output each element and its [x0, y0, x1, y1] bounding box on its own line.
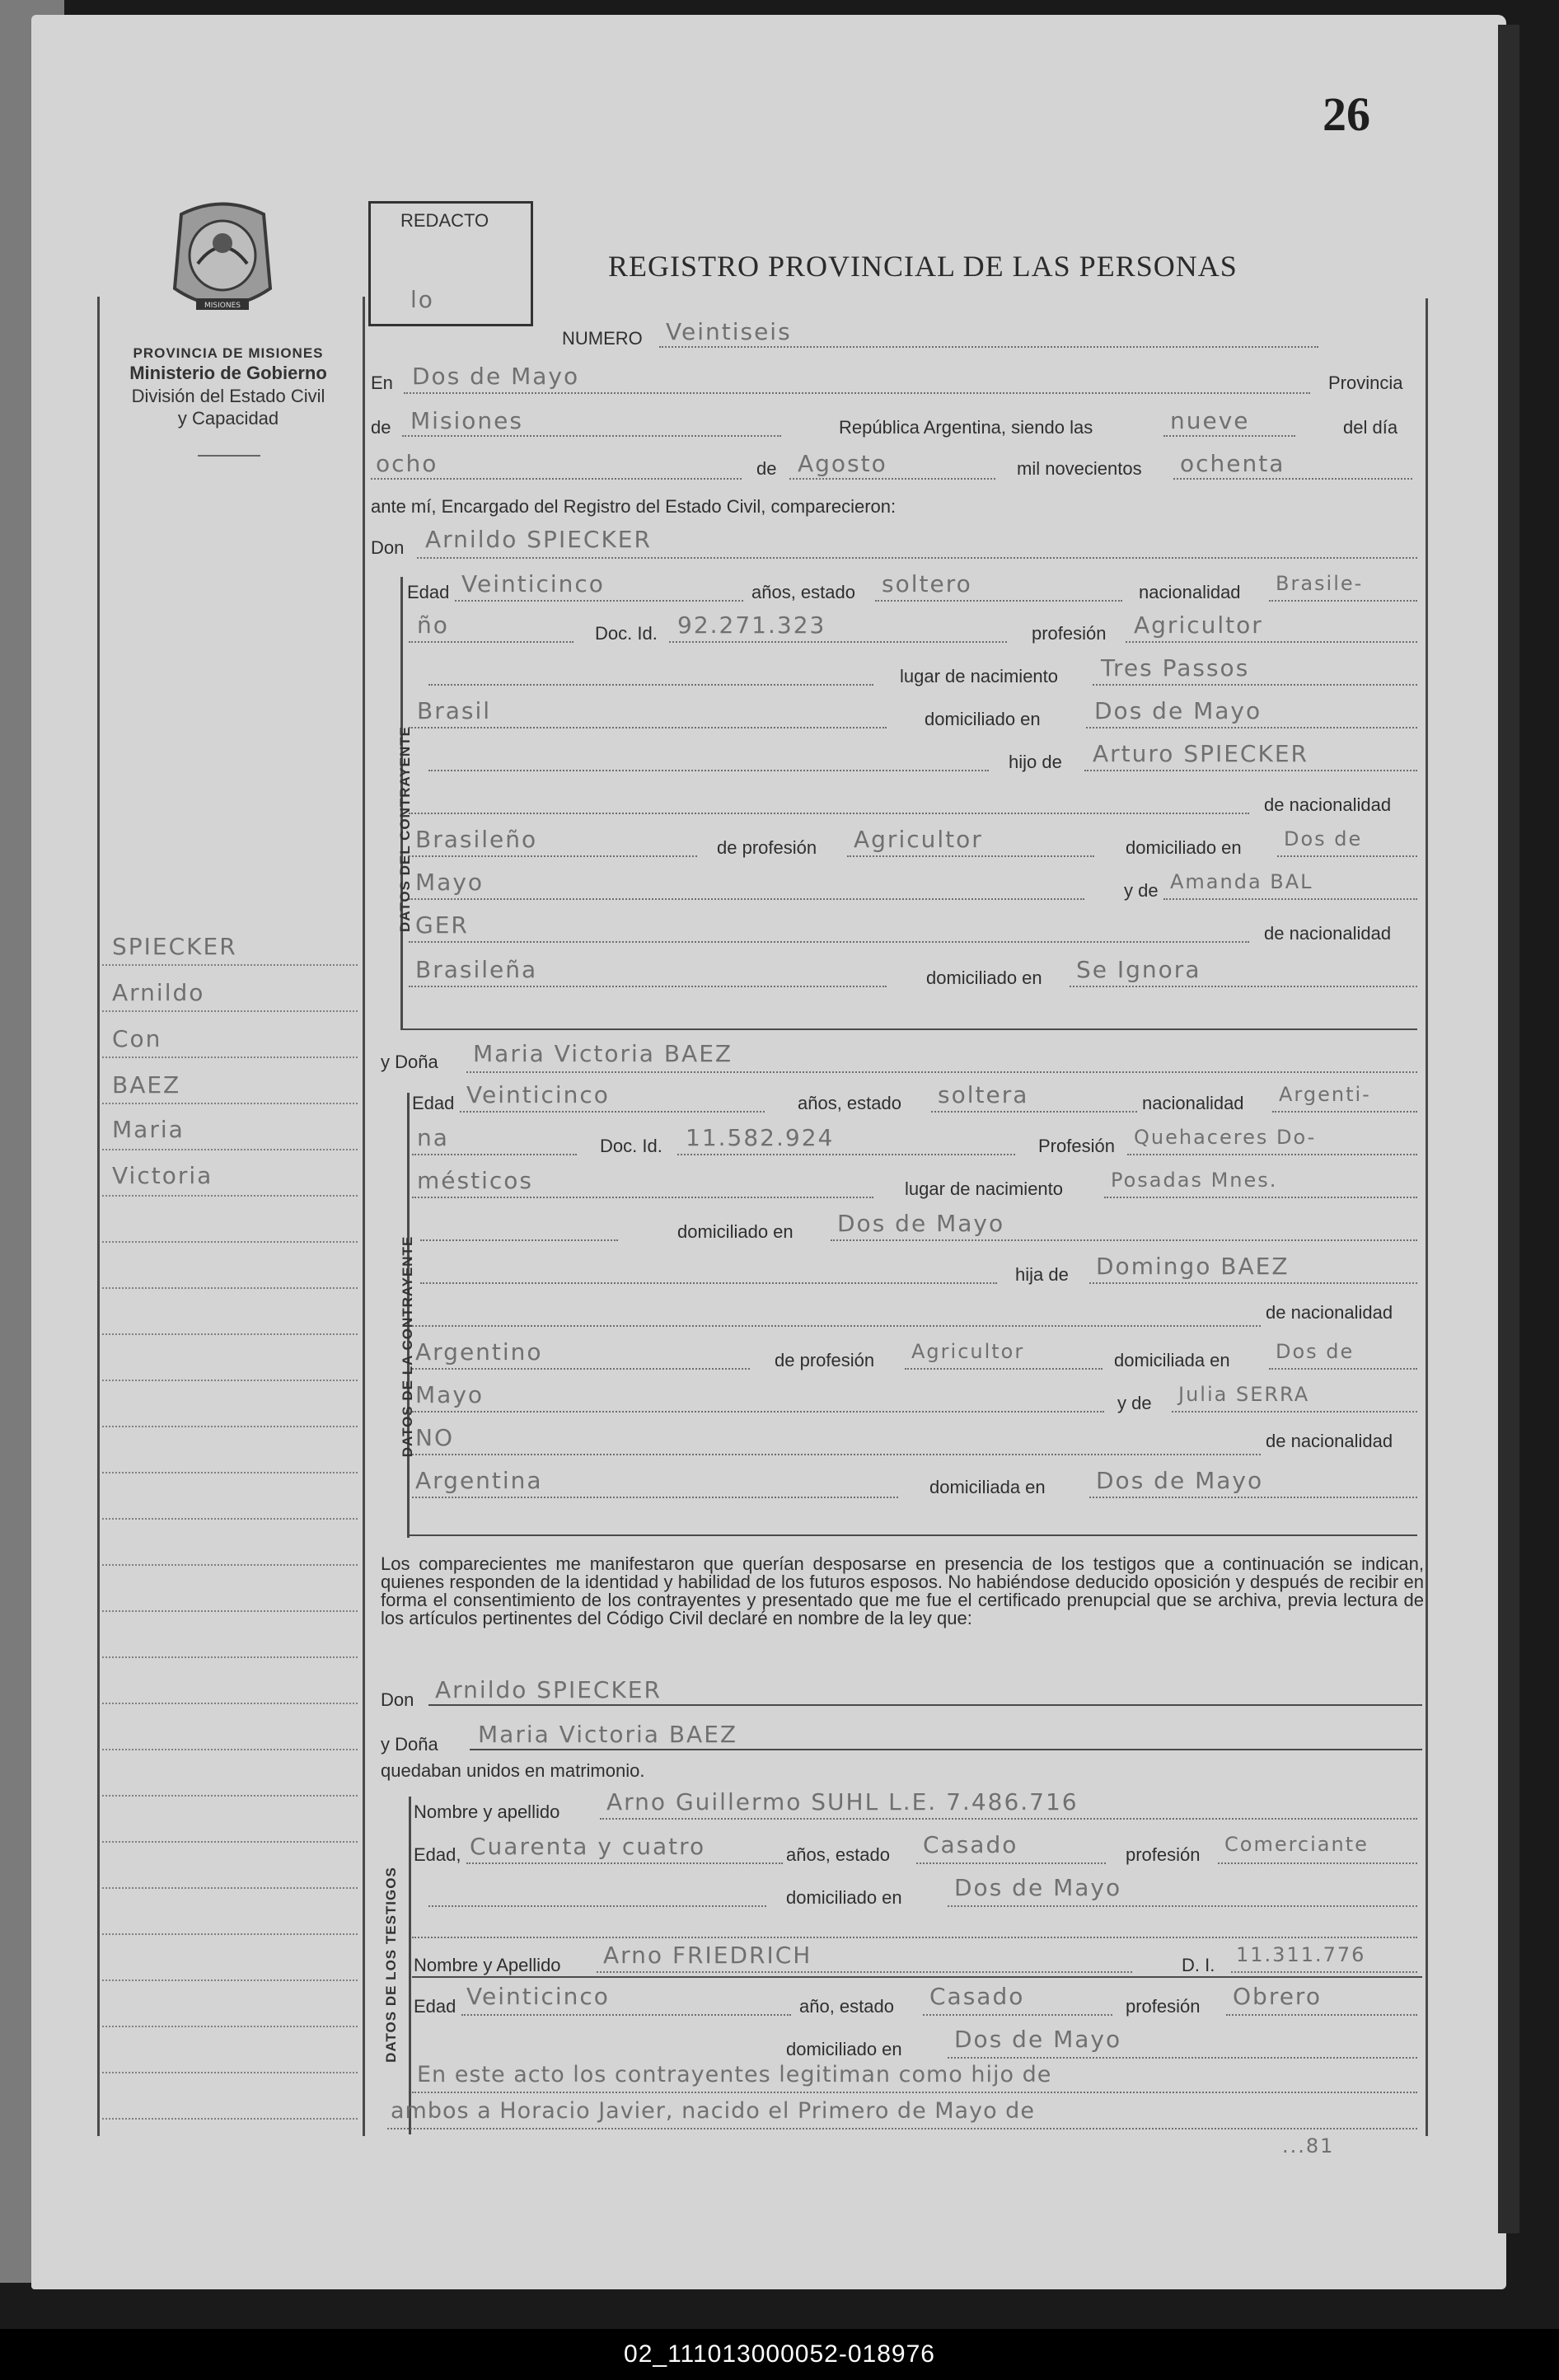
margin-frame-left: [97, 297, 100, 2136]
decl-don-name: Arnildo SPIECKER: [435, 1676, 662, 1703]
bride-estado-label: años, estado: [798, 1093, 901, 1113]
bride-edad-label: Edad: [412, 1093, 455, 1113]
w2-profesion-label: profesión: [1126, 1996, 1201, 2017]
w2-estado-line: [923, 2014, 1112, 2016]
margin-note-surname-2: BAEZ: [112, 1071, 181, 1099]
en-value: Dos de Mayo: [412, 363, 580, 390]
margin-line: [102, 1241, 358, 1243]
bride-madre-label: y de: [1117, 1393, 1152, 1413]
margin-line: [102, 1195, 358, 1197]
groom-nac-line-2: [409, 641, 574, 643]
margin-line: [102, 964, 358, 966]
w1-separator: [412, 1937, 1417, 1938]
w1-edad-line: [466, 1862, 783, 1864]
groom-padre-dom-2: Mayo: [415, 869, 485, 896]
bride-padre-nac-line: [412, 1368, 750, 1370]
bride-profesion-2-line: [412, 1197, 873, 1198]
numero-line: [659, 346, 1318, 348]
redacto-label: REDACTO: [400, 210, 489, 231]
bride-padre-blank: [412, 1325, 1261, 1327]
margin-line: [102, 1979, 358, 1981]
agency-capacity: y Capacidad: [177, 408, 279, 429]
bride-lugar-label: lugar de nacimiento: [905, 1178, 1064, 1199]
groom-nacionalidad-2: ño: [417, 611, 449, 639]
groom-lugar-label: lugar de nacimiento: [900, 666, 1059, 686]
w2-domicilio-label: domiciliado en: [786, 2039, 902, 2059]
bride-dona-label: y Doña: [381, 1052, 438, 1072]
margin-line: [102, 1564, 358, 1566]
margin-line: [102, 1287, 358, 1289]
groom-madre-2-line: [409, 941, 1249, 943]
w1-edad-label: Edad,: [414, 1844, 461, 1865]
groom-name-line: [417, 557, 1417, 559]
bride-padre-prof: Agricultor: [911, 1340, 1025, 1363]
w1-nombre-label: Nombre y apellido: [414, 1801, 560, 1822]
margin-line: [102, 1610, 358, 1612]
w1-estado-label: años, estado: [786, 1844, 890, 1865]
dia-line: [371, 478, 742, 480]
w1-profesion: Comerciante: [1224, 1833, 1369, 1856]
groom-padre-dom-line: [1277, 855, 1417, 857]
margin-line: [102, 1056, 358, 1058]
groom-side-label: DATOS DEL CONTRAYENTE: [397, 726, 413, 932]
note-line-1: [412, 2092, 1417, 2093]
decl-dona-label: y Doña: [381, 1734, 438, 1755]
w2-estado: Casado: [929, 1983, 1025, 2010]
margin-line: [102, 1795, 358, 1797]
groom-profesion: Agricultor: [1134, 611, 1263, 639]
bride-domicilio-label: domiciliado en: [677, 1221, 794, 1242]
w2-di-label: D. I.: [1182, 1955, 1215, 1975]
book-cover-edge: [1498, 25, 1519, 2233]
groom-madre-line: [1163, 898, 1417, 900]
ante-text: ante mí, Encargado del Registro del Estado Civil, comparecieron:: [371, 496, 897, 517]
redacto-value: lo: [410, 286, 434, 313]
w1-nombre: Arno Guillermo SUHL L.E. 7.486.716: [606, 1788, 1079, 1815]
margin-line: [102, 1103, 358, 1104]
groom-domicilio-line: [1086, 727, 1417, 729]
del-dia-label: del día: [1343, 417, 1398, 438]
bride-nacionalidad-2: na: [417, 1124, 449, 1151]
en-line: [404, 392, 1310, 394]
bride-hija-label: hija de: [1015, 1264, 1069, 1285]
w2-estado-label: año, estado: [799, 1996, 894, 2017]
bride-madre-dom-line: [1089, 1497, 1417, 1498]
w2-nombre-label: Nombre y Apellido: [414, 1955, 561, 1975]
bride-domicilio-line: [831, 1239, 1417, 1241]
margin-line: [102, 1656, 358, 1658]
groom-padre: Arturo SPIECKER: [1093, 740, 1309, 767]
bride-madre-dom: Dos de Mayo: [1096, 1467, 1264, 1494]
bride-estado-line: [931, 1111, 1137, 1113]
margin-line: [102, 1472, 358, 1473]
groom-madre-nac-line: [409, 986, 887, 987]
groom-hijo-blank: [428, 770, 989, 771]
legitimation-note-2: ambos a Horacio Javier, nacido el Primero de Mayo de: [391, 2098, 1035, 2124]
w2-di: 11.311.776: [1236, 1943, 1366, 1966]
w2-nombre-line: [597, 1971, 1132, 1973]
groom-don-label: Don: [371, 537, 405, 558]
bride-side-label: DATOS DE LA CONTRAYENTE: [400, 1235, 415, 1458]
margin-line: [102, 1933, 358, 1935]
bride-edad-line: [460, 1111, 765, 1113]
margin-note-con: Con: [112, 1025, 162, 1052]
bride-padre-nac-label: de nacionalidad: [1266, 1302, 1393, 1323]
margin-line: [102, 1010, 358, 1012]
bride-madre-nac-line: [412, 1497, 898, 1498]
groom-padre-nac-line: [409, 855, 697, 857]
margin-line: [102, 1149, 358, 1150]
bride-profesion-label: Profesión: [1038, 1136, 1115, 1156]
w1-edad: Cuarenta y cuatro: [470, 1833, 706, 1860]
bride-madre-nac-label: de nacionalidad: [1266, 1431, 1393, 1451]
groom-madre-label: y de: [1124, 880, 1159, 901]
hora-value: nueve: [1170, 407, 1250, 434]
bride-padre-dom-2: Mayo: [415, 1381, 485, 1408]
w2-edad-line: [461, 2014, 791, 2016]
groom-padre-prof-line: [847, 855, 1094, 857]
groom-profesion-line: [1126, 641, 1417, 643]
w1-domicilio-line: [948, 1905, 1417, 1907]
bride-doc-line: [677, 1154, 1015, 1155]
margin-note-name-3: Victoria: [112, 1162, 213, 1189]
margin-note-name-2: Maria: [112, 1116, 185, 1143]
groom-madre-nac: Brasileña: [415, 956, 538, 983]
bride-madre-2-line: [412, 1454, 1261, 1455]
margin-line: [102, 1426, 358, 1427]
legitimation-note-1: En este acto los contrayentes legitiman como hijo de: [417, 2062, 1052, 2087]
anio-line: [1173, 478, 1412, 480]
witness-section-bracket: [409, 1797, 411, 2134]
witness-side-label: DATOS DE LOS TESTIGOS: [383, 1867, 399, 2063]
decl-don-label: Don: [381, 1689, 414, 1710]
groom-estado-label: años, estado: [751, 582, 855, 602]
groom-edad-label: Edad: [407, 582, 450, 602]
bride-domicilio: Dos de Mayo: [837, 1210, 1005, 1237]
margin-line: [102, 1887, 358, 1889]
groom-padre-nac: Brasileño: [415, 826, 538, 853]
decl-closing: quedaban unidos en matrimonio.: [381, 1760, 645, 1781]
margin-line: [102, 1703, 358, 1704]
bride-hija-blank: [420, 1282, 997, 1284]
margin-line: [102, 1333, 358, 1335]
margin-line: [102, 2026, 358, 2027]
groom-blank-line: [428, 684, 873, 686]
de-value: Misiones: [410, 407, 523, 434]
de-line: [402, 435, 781, 437]
bride-madre-1: Julia SERRA: [1178, 1383, 1310, 1406]
bride-estado: soltera: [938, 1081, 1029, 1108]
bride-lugar-line: [1104, 1197, 1417, 1198]
margin-line: [102, 1841, 358, 1843]
bride-nac-line-2: [412, 1154, 577, 1155]
groom-domicilio-label: domiciliado en: [925, 709, 1041, 729]
decl-dona-line: [470, 1749, 1422, 1750]
document-title: REGISTRO PROVINCIAL DE LAS PERSONAS: [608, 250, 1238, 283]
bride-name-line: [466, 1071, 1417, 1073]
groom-padre-dom-2-line: [409, 898, 1084, 900]
bride-profesion-line: [1127, 1154, 1417, 1155]
groom-edad: Veinticinco: [461, 570, 605, 597]
w1-profesion-line: [1218, 1862, 1417, 1864]
bride-profesion-2: mésticos: [417, 1167, 533, 1194]
decl-dona-name: Maria Victoria BAEZ: [478, 1721, 738, 1748]
w1-domicilio-label: domiciliado en: [786, 1887, 902, 1908]
groom-domicilio: Dos de Mayo: [1094, 697, 1262, 724]
mes-label: de: [756, 458, 777, 479]
margin-frame-right: [363, 297, 365, 2136]
mil-label: mil novecientos: [1017, 458, 1142, 479]
groom-doc: 92.271.323: [677, 611, 826, 639]
bride-dom-blank: [420, 1239, 618, 1241]
bride-doc-label: Doc. Id.: [600, 1136, 662, 1156]
groom-name: Arnildo SPIECKER: [425, 526, 652, 553]
w2-edad: Veinticinco: [466, 1983, 610, 2010]
declaration-paragraph: Los comparecientes me manifestaron que querían desposarse en presencia de los testigos que a continuación se indican, quienes responden de la identidad y habilidad de los futuros esposos. No habiéndose deducido oposición y después de recibir en forma el consentimiento de los contrayentes y presentado que me fue el certificado prenupcial que se archiva, previa lectura de los artículos pertinentes del Código Civil declaré en nombre de la ley que:: [381, 1553, 1424, 1628]
w2-profesion: Obrero: [1233, 1983, 1322, 2010]
groom-lugar-line: [1093, 684, 1417, 686]
bride-nac-line-1: [1272, 1111, 1417, 1113]
groom-section-bottom: [400, 1028, 1417, 1030]
groom-padre-dom-1: Dos de: [1284, 827, 1363, 850]
bride-edad: Veinticinco: [466, 1081, 610, 1108]
margin-line: [102, 1380, 358, 1381]
w2-edad-label: Edad: [414, 1996, 456, 2017]
bride-madre-2: NO: [415, 1424, 454, 1451]
bride-padre-nac: Argentino: [415, 1338, 543, 1366]
bride-madre-nac: Argentina: [415, 1467, 543, 1494]
legitimation-note-3: ...81: [1282, 2134, 1335, 2157]
w2-domicilio: Dos de Mayo: [954, 2026, 1122, 2053]
form-frame-right: [1426, 298, 1428, 2136]
groom-madre-2: GER: [415, 911, 469, 939]
de-label: de: [371, 417, 391, 438]
bride-section-bottom: [407, 1534, 1417, 1536]
anio-value: ochenta: [1180, 450, 1285, 477]
bride-profesion-1: Quehaceres Do-: [1134, 1126, 1317, 1149]
bride-padre-prof-line: [905, 1368, 1103, 1370]
margin-note-name-1: Arnildo: [112, 979, 205, 1006]
bride-lugar: Posadas Mnes.: [1111, 1169, 1278, 1192]
decl-don-line: [428, 1704, 1422, 1706]
bride-padre-dom-2-line: [412, 1411, 1104, 1413]
groom-profesion-label: profesión: [1032, 623, 1107, 644]
provincia-label: Provincia: [1328, 372, 1403, 393]
groom-doc-line: [669, 641, 1007, 643]
hora-line: [1163, 435, 1295, 437]
dia-value: ocho: [376, 450, 438, 477]
agency-divider: [198, 455, 260, 457]
groom-edad-line: [455, 600, 743, 602]
w2-top-rule: [412, 1976, 1422, 1978]
numero-value: Veintiseis: [666, 318, 792, 345]
bride-padre-dom-1: Dos de: [1276, 1340, 1355, 1363]
margin-line: [102, 1518, 358, 1520]
issuing-agency: [92, 344, 364, 430]
groom-padre-nac-label: de nacionalidad: [1264, 794, 1392, 815]
groom-padre-line: [1084, 770, 1417, 771]
bride-padre-dom-line: [1269, 1368, 1417, 1370]
groom-madre-dom: Se Ignora: [1076, 956, 1201, 983]
mes-value: Agosto: [798, 450, 887, 477]
bride-name: Maria Victoria BAEZ: [473, 1040, 733, 1067]
w1-nombre-line: [600, 1818, 1417, 1820]
page-number: 26: [1323, 87, 1370, 141]
groom-lugar-1: Tres Passos: [1101, 654, 1250, 682]
groom-lugar-2: Brasil: [417, 697, 492, 724]
svg-text:MISIONES: MISIONES: [204, 302, 241, 310]
w2-domicilio-line: [948, 2057, 1417, 2059]
groom-estado-line: [875, 600, 1122, 602]
agency-division: División del Estado Civil: [131, 385, 325, 406]
bride-nac-label: nacionalidad: [1142, 1093, 1244, 1113]
scan-identifier: 02_111013000052-018976: [624, 2340, 935, 2368]
margin-line: [102, 2118, 358, 2120]
note-line-2: [387, 2128, 1417, 2129]
agency-province: PROVINCIA DE MISIONES: [133, 345, 324, 361]
bride-doc: 11.582.924: [686, 1124, 835, 1151]
numero-label: NUMERO: [562, 328, 643, 349]
redacto-box: [368, 201, 533, 326]
groom-padre-prof-label: de profesión: [717, 837, 817, 858]
groom-padre-dom-label: domiciliado en: [1126, 837, 1242, 858]
w2-di-line: [1231, 1971, 1417, 1973]
bride-nacionalidad-1: Argenti-: [1279, 1083, 1371, 1106]
bride-padre-prof-label: de profesión: [775, 1350, 875, 1370]
groom-doc-label: Doc. Id.: [595, 623, 658, 644]
w1-domicilio: Dos de Mayo: [954, 1874, 1122, 1901]
groom-madre-nac-label: de nacionalidad: [1264, 923, 1392, 944]
republica-text: República Argentina, siendo las: [839, 417, 1093, 438]
margin-note-surname-1: SPIECKER: [112, 933, 237, 960]
agency-ministry: Ministerio de Gobierno: [129, 363, 327, 384]
provincial-seal-icon: [165, 198, 280, 321]
groom-nac-label: nacionalidad: [1139, 582, 1241, 602]
w2-profesion-line: [1226, 2014, 1417, 2016]
en-label: En: [371, 372, 393, 393]
groom-hijo-label: hijo de: [1009, 752, 1062, 772]
w2-nombre: Arno FRIEDRICH: [603, 1942, 812, 1969]
groom-lugar-2-line: [409, 727, 887, 729]
margin-line: [102, 2072, 358, 2073]
bride-padre-dom-label: domiciliada en: [1114, 1350, 1230, 1370]
margin-line: [102, 1749, 358, 1750]
mes-line: [789, 478, 995, 480]
groom-padre-prof: Agricultor: [854, 826, 983, 853]
w1-estado: Casado: [923, 1831, 1018, 1858]
w1-dom-blank: [428, 1905, 766, 1907]
bride-padre-line: [1089, 1282, 1417, 1284]
groom-madre-dom-label: domiciliado en: [926, 967, 1042, 988]
groom-madre-dom-line: [1070, 986, 1417, 987]
bride-madre-dom-label: domiciliada en: [929, 1477, 1046, 1497]
w1-estado-line: [916, 1862, 1106, 1864]
groom-nac-line-1: [1269, 600, 1417, 602]
groom-estado: soltero: [882, 570, 972, 597]
groom-madre-1: Amanda BAL: [1170, 870, 1313, 893]
groom-nacionalidad-1: Brasile-: [1276, 572, 1364, 595]
groom-padre-blank: [409, 813, 1249, 814]
bride-madre-line: [1172, 1411, 1417, 1413]
bride-padre: Domingo BAEZ: [1096, 1253, 1290, 1280]
w1-profesion-label: profesión: [1126, 1844, 1201, 1865]
